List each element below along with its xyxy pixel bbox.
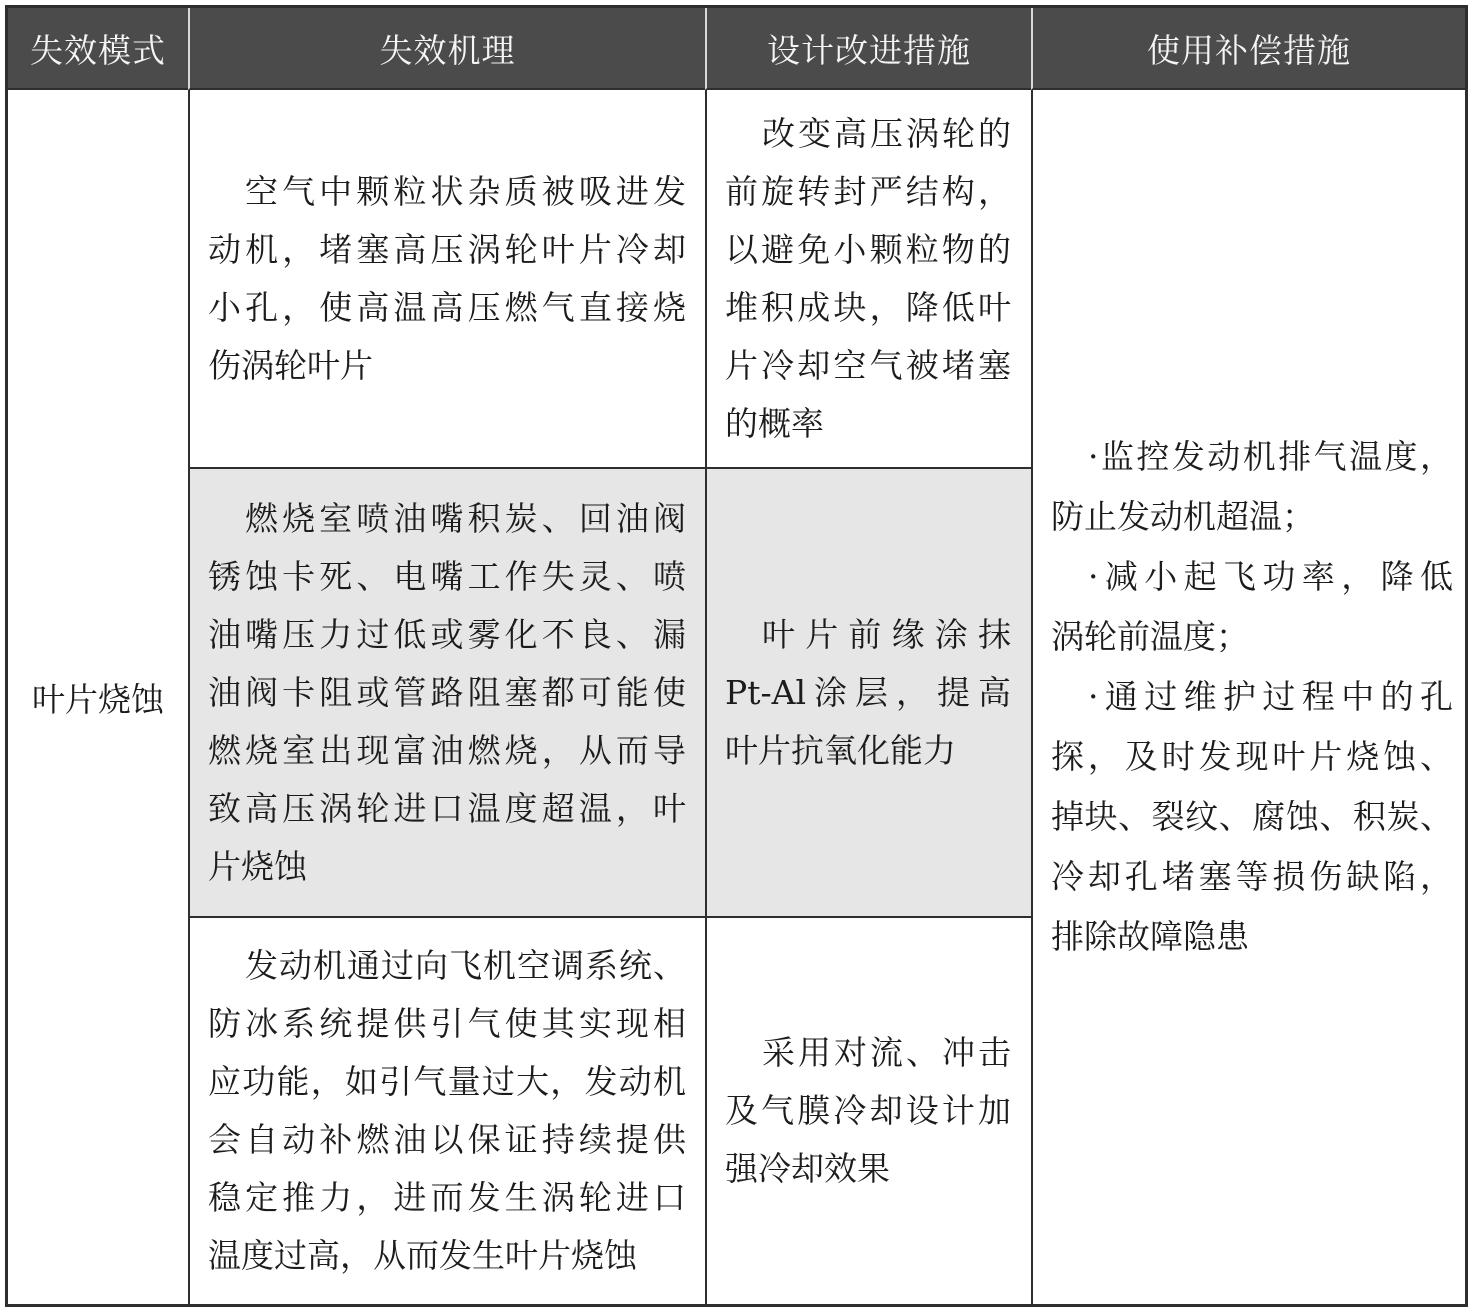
mechanism-line: 会自动补燃油以保证持续提供 <box>208 1120 686 1159</box>
compensation-line: 涡轮前温度； <box>1051 617 1249 656</box>
compensation-line: 排除故障隐患 <box>1051 917 1249 956</box>
mechanism-line: 发动机通过向飞机空调系统、 <box>245 946 686 985</box>
design-line: 强冷却效果 <box>725 1149 890 1188</box>
mechanism-line: 伤涡轮叶片 <box>208 345 373 385</box>
mechanism-line: 锈蚀卡死、电嘴工作失灵、喷 <box>208 556 686 596</box>
mechanism-line: 油嘴压力过低或雾化不良、漏 <box>208 614 686 654</box>
compensation-cell <box>1031 90 1465 1304</box>
compensation-line: 冷却孔堵塞等损伤缺陷， <box>1051 857 1453 896</box>
header-design-improvement <box>705 8 1031 90</box>
compensation-line: 探，及时发现叶片烧蚀、 <box>1051 737 1453 776</box>
row-2-mechanism-cell <box>188 467 705 916</box>
mechanism-line: 油阀卡阻或管路阻塞都可能使 <box>208 672 686 712</box>
design-line: 叶片抗氧化能力 <box>725 730 956 770</box>
mechanism-line: 防冰系统提供引气使其实现相 <box>208 1004 686 1043</box>
design-line: Pt-Al涂层，提高 <box>725 672 1011 712</box>
header-usage-compensation <box>1031 8 1465 90</box>
row-2-design-cell <box>705 467 1031 916</box>
compensation-line: ·减小起飞功率，降低 <box>1088 557 1453 596</box>
header-failure-mode <box>8 8 188 90</box>
mechanism-line: 温度过高，从而发生叶片烧蚀 <box>208 1236 637 1275</box>
design-line: 采用对流、冲击 <box>762 1033 1011 1072</box>
mechanism-line: 致高压涡轮进口温度超温，叶 <box>208 788 686 828</box>
compensation-item <box>1051 427 1453 547</box>
failure-mode-cell <box>8 90 188 1304</box>
failure-mode-text: 叶片烧蚀 <box>32 679 164 719</box>
mechanism-line: 空气中颗粒状杂质被吸进发 <box>245 171 686 211</box>
mechanism-line: 燃烧室出现富油燃烧，从而导 <box>208 730 686 770</box>
design-line: 堆积成块，降低叶 <box>725 287 1011 327</box>
mechanism-line: 稳定推力，进而发生涡轮进口 <box>208 1178 686 1217</box>
compensation-line: 掉块、裂纹、腐蚀、积炭、 <box>1051 797 1453 836</box>
design-line: 片冷却空气被堵塞 <box>725 345 1011 385</box>
compensation-item <box>1051 547 1453 667</box>
design-line: 叶片前缘涂抹 <box>762 614 1011 654</box>
mechanism-line: 片烧蚀 <box>208 846 307 886</box>
header-label: 使用补偿措施 <box>1147 30 1351 70</box>
header-failure-mechanism <box>188 8 705 90</box>
compensation-item <box>1051 667 1453 967</box>
design-line: 的概率 <box>725 403 824 443</box>
mechanism-line: 小孔，使高温高压燃气直接烧 <box>208 287 686 327</box>
failure-analysis-table <box>5 5 1468 1307</box>
header-label: 失效机理 <box>379 30 516 70</box>
design-line: 及气膜冷却设计加 <box>725 1091 1011 1130</box>
row-1-design-cell <box>705 90 1031 467</box>
mechanism-line: 动机，堵塞高压涡轮叶片冷却 <box>208 229 686 269</box>
mechanism-line: 燃烧室喷油嘴积炭、回油阀 <box>245 498 686 538</box>
design-line: 前旋转封严结构， <box>725 171 1011 211</box>
row-3-mechanism-cell <box>188 916 705 1304</box>
row-1-mechanism-cell <box>188 90 705 467</box>
header-label: 失效模式 <box>30 30 166 70</box>
compensation-line: ·监控发动机排气温度， <box>1088 437 1453 476</box>
compensation-line: 防止发动机超温； <box>1051 497 1315 536</box>
row-3-design-cell <box>705 916 1031 1304</box>
compensation-line: ·通过维护过程中的孔 <box>1088 677 1453 716</box>
header-label: 设计改进措施 <box>767 30 971 70</box>
mechanism-line: 应功能，如引气量过大，发动机 <box>208 1062 686 1101</box>
design-line: 改变高压涡轮的 <box>762 113 1011 153</box>
design-line: 以避免小颗粒物的 <box>725 229 1011 269</box>
